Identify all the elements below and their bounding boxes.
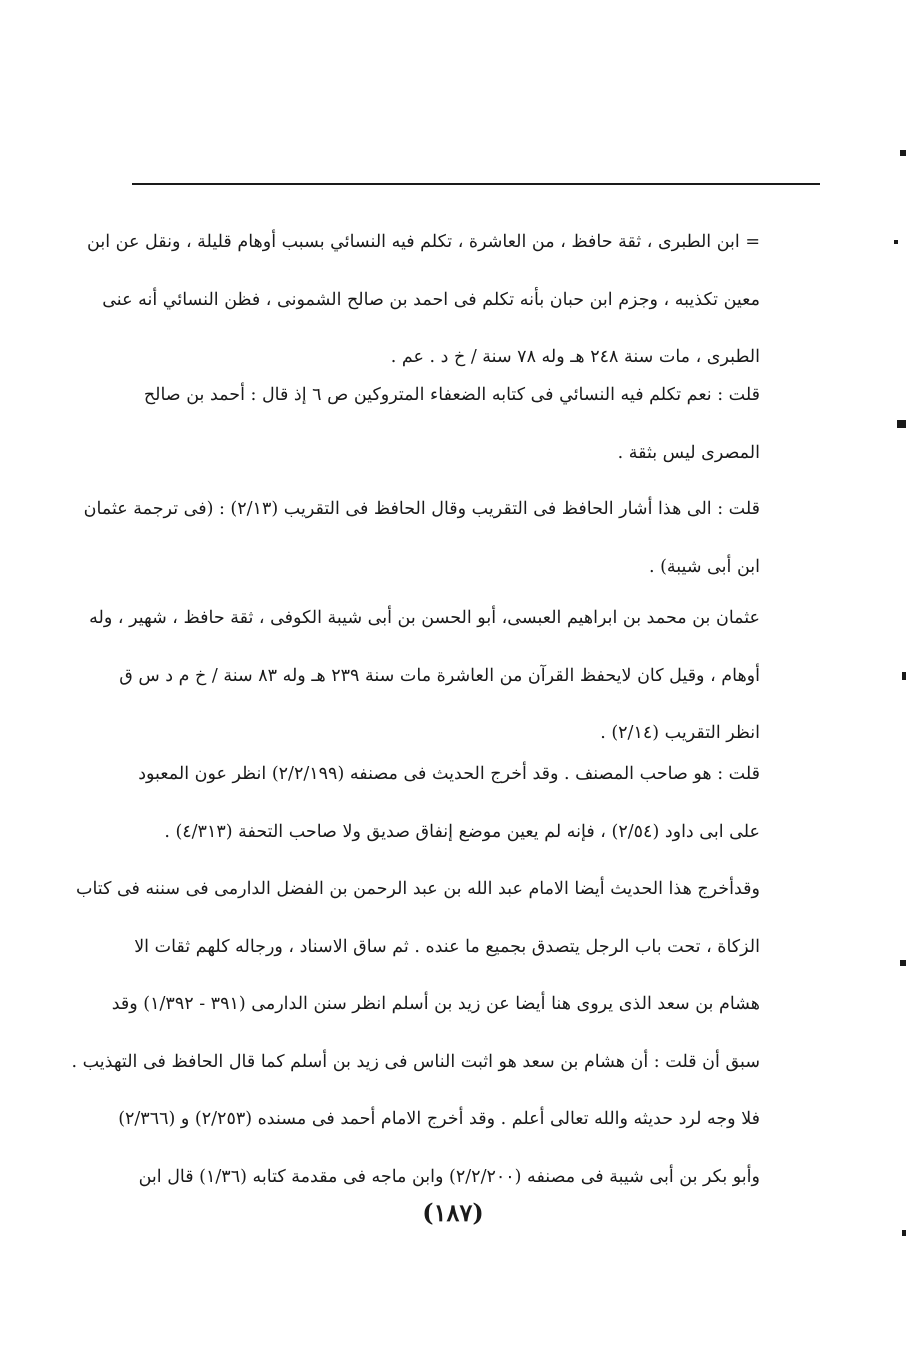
footnote-paragraph-2 xyxy=(132,367,760,482)
footnote-paragraph-1 xyxy=(87,214,760,387)
text-line: = ابن الطبرى ، ثقة حافظ ، من العاشرة ، تكلم فيه النسائي بسبب أوهام قليلة ، ونقل عن ابن xyxy=(87,232,760,252)
footnote-separator-rule xyxy=(132,183,820,185)
scan-edge-mark xyxy=(900,960,906,966)
text-line: المصرى ليس بثقة . xyxy=(617,442,760,463)
text-line: ابن أبى شيبة) . xyxy=(648,556,760,577)
text-line: قلت : هو صاحب المصنف . وقد أخرج الحديث فى مصنفه (٢/٢/١٩٩) انظر عون المعبود xyxy=(138,764,760,784)
text-line: هشام بن سعد الذى يروى هنا أيضا عن زيد بن أسلم انظر سنن الدارمى (٣٩١ - ١/٣٩٢) وقد xyxy=(111,994,760,1014)
scan-edge-mark xyxy=(897,420,906,428)
text-line: قلت : الى هذا أشار الحافظ فى التقريب وقال الحافظ فى التقريب (٢/١٣) : (فى ترجمة عثمان xyxy=(83,499,760,519)
footnote-paragraph-5 xyxy=(71,746,760,1206)
text-line: سبق أن قلت : أن هشام بن سعد هو اثبت الناس فى زيد بن أسلم كما قال الحافظ فى التهذيب . xyxy=(71,1051,760,1072)
text-line: أوهام ، وقيل كان لايحفظ القرآن من العاشرة مات سنة ٢٣٩ هـ وله ٨٣ سنة / خ م د س ق xyxy=(119,665,760,686)
scan-edge-mark xyxy=(902,1230,906,1236)
text-line: قلت : نعم تكلم فيه النسائي فى كتابه الضعفاء المتروكين ص ٦ إذ قال : أحمد بن صالح xyxy=(143,385,760,405)
text-line: الزكاة ، تحت باب الرجل يتصدق بجميع ما عنده . ثم ساق الاسناد ، ورجاله كلهم ثقات الا xyxy=(134,936,760,957)
text-line: وأبو بكر بن أبى شيبة فى مصنفه (٢/٢/٢٠٠) وابن ماجه فى مقدمة كتابه (١/٣٦) قال ابن xyxy=(138,1166,760,1187)
text-line: فلا وجه لرد حديثه والله تعالى أعلم . وقد أخرج الامام أحمد فى مسنده (٢/٢٥٣) و (٢/٣٦٦) xyxy=(118,1109,760,1129)
footnote-paragraph-4 xyxy=(89,590,760,763)
text-line: انظر التقريب (٢/١٤) . xyxy=(600,723,760,743)
text-line: على ابى داود (٢/٥٤) ، فإنه لم يعين موضع إنفاق صديق ولا صاحب التحفة (٤/٣١٣) . xyxy=(164,821,760,842)
scan-edge-mark xyxy=(900,150,906,156)
scan-edge-mark xyxy=(894,240,898,244)
text-line: وقدأخرج هذا الحديث أيضا الامام عبد الله بن عبد الرحمن بن الفضل الدارمى فى سننه فى كتاب xyxy=(75,879,760,899)
text-line: الطبرى ، مات سنة ٢٤٨ هـ وله ٧٨ سنة / خ د . عم . xyxy=(390,347,760,367)
footnote-paragraph-3 xyxy=(83,481,760,596)
scan-edge-mark xyxy=(902,672,906,680)
page-number: (١٨٧) xyxy=(422,1198,484,1227)
text-line: عثمان بن محمد بن ابراهيم العبسى، أبو الحسن بن أبى شيبة الكوفى ، ثقة حافظ ، شهير ، وله xyxy=(89,608,760,628)
text-line: معين تكذيبه ، وجزم ابن حبان بأنه تكلم فى احمد بن صالح الشمونى ، فظن النسائي أنه عنى xyxy=(102,289,760,310)
